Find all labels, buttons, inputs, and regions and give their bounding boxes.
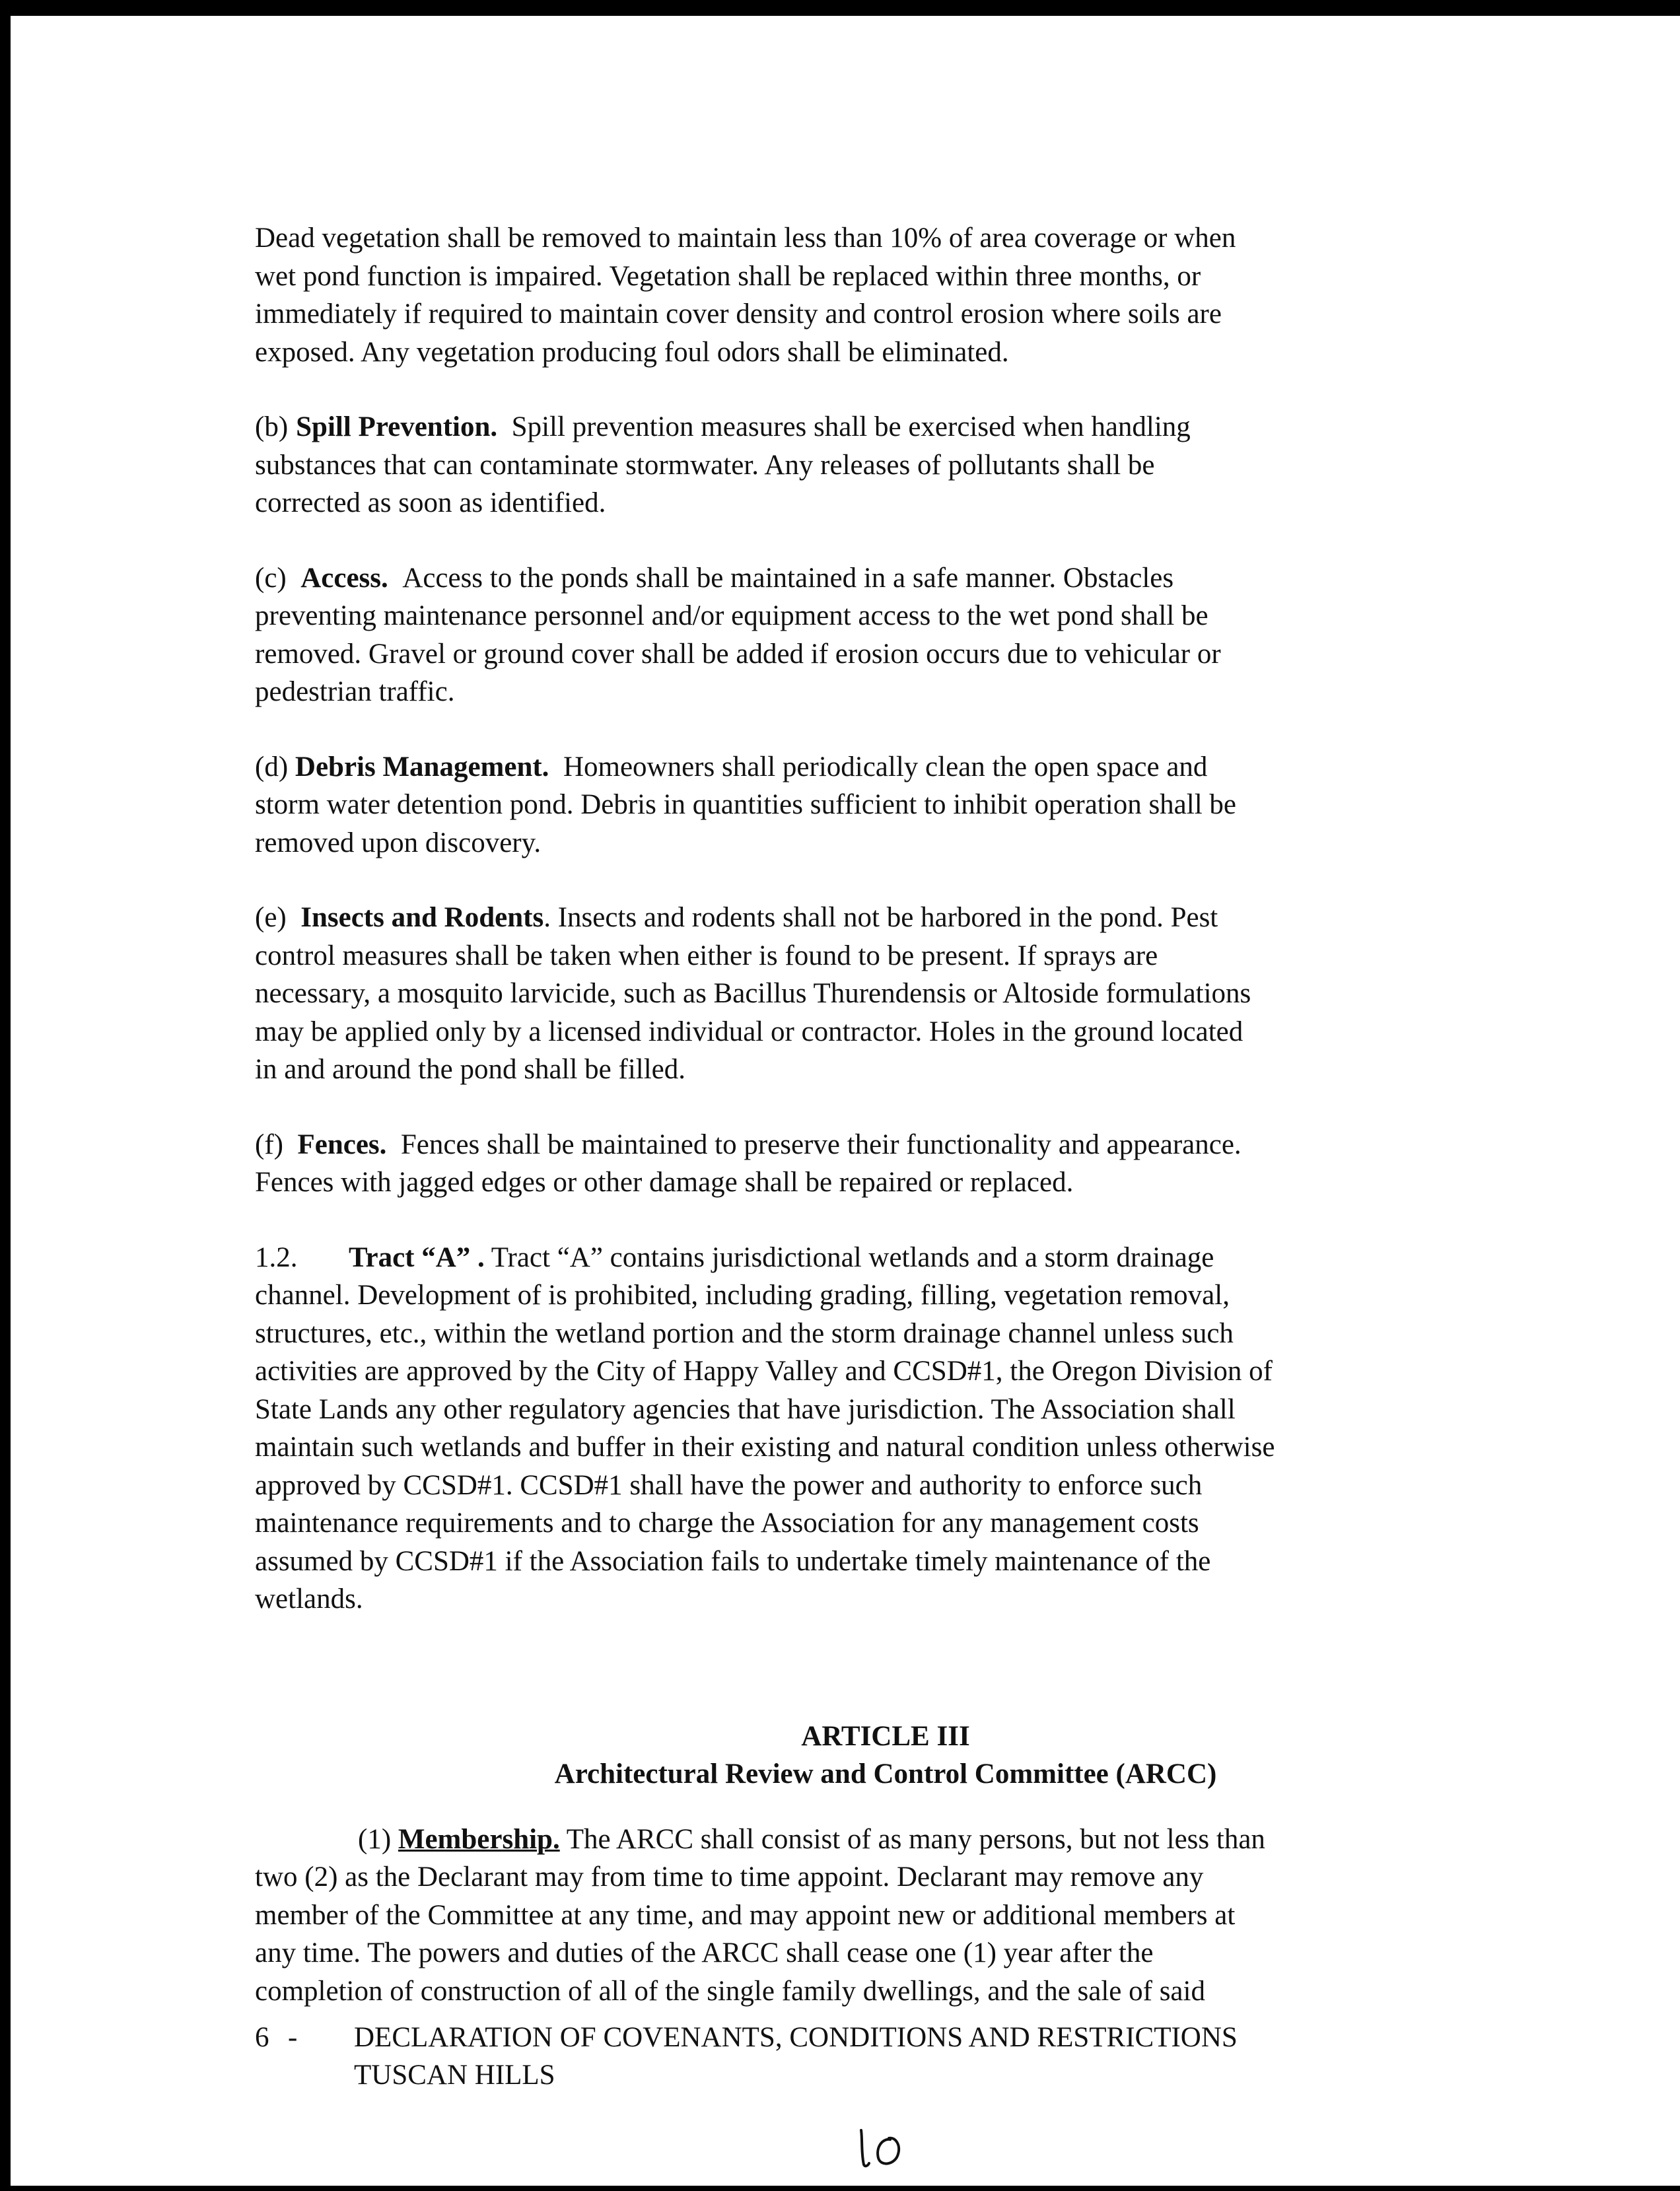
- paragraph-dead-vegetation: [255, 219, 1463, 371]
- article-heading: [255, 1718, 1463, 1793]
- section-number: 1.2.: [255, 1241, 298, 1273]
- section-heading: Access.: [300, 562, 388, 594]
- paragraph-access: [255, 559, 1463, 711]
- text-line: wet pond function is impaired. Vegetation shall be replaced within three months, or: [255, 260, 1201, 292]
- section-heading: Debris Management.: [295, 751, 549, 782]
- footer-title: DECLARATION OF COVENANTS, CONDITIONS AND RESTRICTIONS: [354, 2022, 1238, 2053]
- text-line: exposed. Any vegetation producing foul odors shall be eliminated.: [255, 336, 1009, 368]
- text-run: Access to the ponds shall be maintained in a safe manner. Obstacles: [402, 562, 1174, 594]
- text-run: Fences shall be maintained to preserve their functionality and appearance.: [400, 1129, 1242, 1160]
- item-label: (f): [255, 1129, 283, 1160]
- text-line: Dead vegetation shall be removed to maintain less than 10% of area coverage or when: [255, 223, 1236, 254]
- text-line: Fences with jagged edges or other damage shall be repaired or replaced.: [255, 1167, 1074, 1198]
- page-number: 6: [255, 2022, 269, 2053]
- text-line: [255, 1126, 1463, 1164]
- paragraph-insects-rodents: [255, 899, 1463, 1089]
- text-line: structures, etc., within the wetland portion and the storm drainage channel unless such: [255, 1317, 1234, 1349]
- item-label: (c): [255, 562, 287, 594]
- text-line: storm water detention pond. Debris in quantities sufficient to inhibit operation shall be: [255, 789, 1236, 820]
- text-line: any time. The powers and duties of the ARCC shall cease one (1) year after the: [255, 1937, 1154, 1968]
- item-label: (d): [255, 751, 289, 782]
- text-line: two (2) as the Declarant may from time to time appoint. Declarant may remove any: [255, 1861, 1204, 1893]
- text-line: completion of construction of all of the single family dwellings, and the sale of said: [255, 1975, 1205, 2007]
- scan-border-left: [0, 0, 11, 2191]
- text-line: [255, 899, 1463, 937]
- page-footer: [255, 2019, 1238, 2094]
- text-line: assumed by CCSD#1 if the Association fails to undertake timely maintenance of the: [255, 1545, 1211, 1577]
- paragraph-tract-a: [255, 1239, 1463, 1618]
- text-line: pedestrian traffic.: [255, 676, 455, 707]
- text-line: wetlands.: [255, 1583, 363, 1615]
- text-line: channel. Development of is prohibited, including grading, filling, vegetation removal,: [255, 1280, 1230, 1311]
- footer-dash: -: [288, 2022, 298, 2053]
- section-heading: Fences.: [297, 1129, 387, 1160]
- text-line: approved by CCSD#1. CCSD#1 shall have the power and authority to enforce such: [255, 1469, 1203, 1501]
- item-label: (1): [358, 1823, 392, 1855]
- handwritten-page-mark: [856, 2126, 903, 2170]
- section-heading: Insects and Rodents: [300, 902, 544, 933]
- text-line: [255, 1239, 1463, 1277]
- text-line: immediately if required to maintain cover density and control erosion where soils are: [255, 298, 1222, 330]
- text-line: [255, 559, 1463, 598]
- text-run: Spill prevention measures shall be exercised when handling: [511, 411, 1191, 442]
- text-line: substances that can contaminate stormwater. Any releases of pollutants shall be: [255, 449, 1155, 481]
- paragraph-spill-prevention: [255, 408, 1463, 522]
- scan-border-top: [0, 0, 1680, 16]
- article-title: Architectural Review and Control Committee (ARCC): [554, 1758, 1217, 1790]
- paragraph-debris-management: [255, 748, 1463, 862]
- section-heading: Tract “A” .: [349, 1241, 485, 1273]
- paragraph-fences: [255, 1126, 1463, 1202]
- paragraph-membership: [255, 1821, 1463, 2011]
- text-line: maintain such wetlands and buffer in their existing and natural condition unless otherwise: [255, 1432, 1275, 1463]
- text-line: necessary, a mosquito larvicide, such as Bacillus Thurendensis or Altoside formulations: [255, 978, 1251, 1009]
- text-line: activities are approved by the City of Happy Valley and CCSD#1, the Oregon Division of: [255, 1356, 1273, 1387]
- item-label: (e): [255, 902, 287, 933]
- text-line: [255, 748, 1463, 786]
- section-heading: Membership.: [398, 1823, 560, 1855]
- footer-line: [255, 2019, 1238, 2056]
- document-page: [255, 219, 1463, 2047]
- text-line: corrected as soon as identified.: [255, 487, 606, 518]
- text-line: removed. Gravel or ground cover shall be added if erosion occurs due to vehicular or: [255, 638, 1221, 670]
- item-label: (b): [255, 411, 289, 442]
- text-run: . Insects and rodents shall not be harbored in the pond. Pest: [543, 902, 1218, 933]
- scan-border-bottom: [0, 2186, 1680, 2191]
- text-line: [255, 408, 1463, 446]
- text-line: State Lands any other regulatory agencies that have jurisdiction. The Association shall: [255, 1393, 1236, 1425]
- section-heading: Spill Prevention.: [296, 411, 498, 442]
- text-run: Homeowners shall periodically clean the open space and: [563, 751, 1208, 782]
- text-line: in and around the pond shall be filled.: [255, 1054, 686, 1085]
- text-line: member of the Committee at any time, and may appoint new or additional members at: [255, 1899, 1236, 1931]
- text-line: [255, 1821, 1463, 1859]
- text-line: control measures shall be taken when either is found to be present. If sprays are: [255, 940, 1158, 971]
- text-line: maintenance requirements and to charge the Association for any management costs: [255, 1508, 1199, 1539]
- text-run: Tract “A” contains jurisdictional wetlands and a storm drainage: [484, 1241, 1214, 1273]
- text-line: removed upon discovery.: [255, 827, 542, 858]
- text-line: may be applied only by a licensed individual or contractor. Holes in the ground located: [255, 1016, 1243, 1047]
- text-run: The ARCC shall consist of as many persons, but not less than: [559, 1823, 1265, 1855]
- footer-subtitle: TUSCAN HILLS: [354, 2060, 555, 2091]
- article-number: ARTICLE III: [801, 1720, 970, 1752]
- text-line: preventing maintenance personnel and/or equipment access to the wet pond shall be: [255, 600, 1208, 631]
